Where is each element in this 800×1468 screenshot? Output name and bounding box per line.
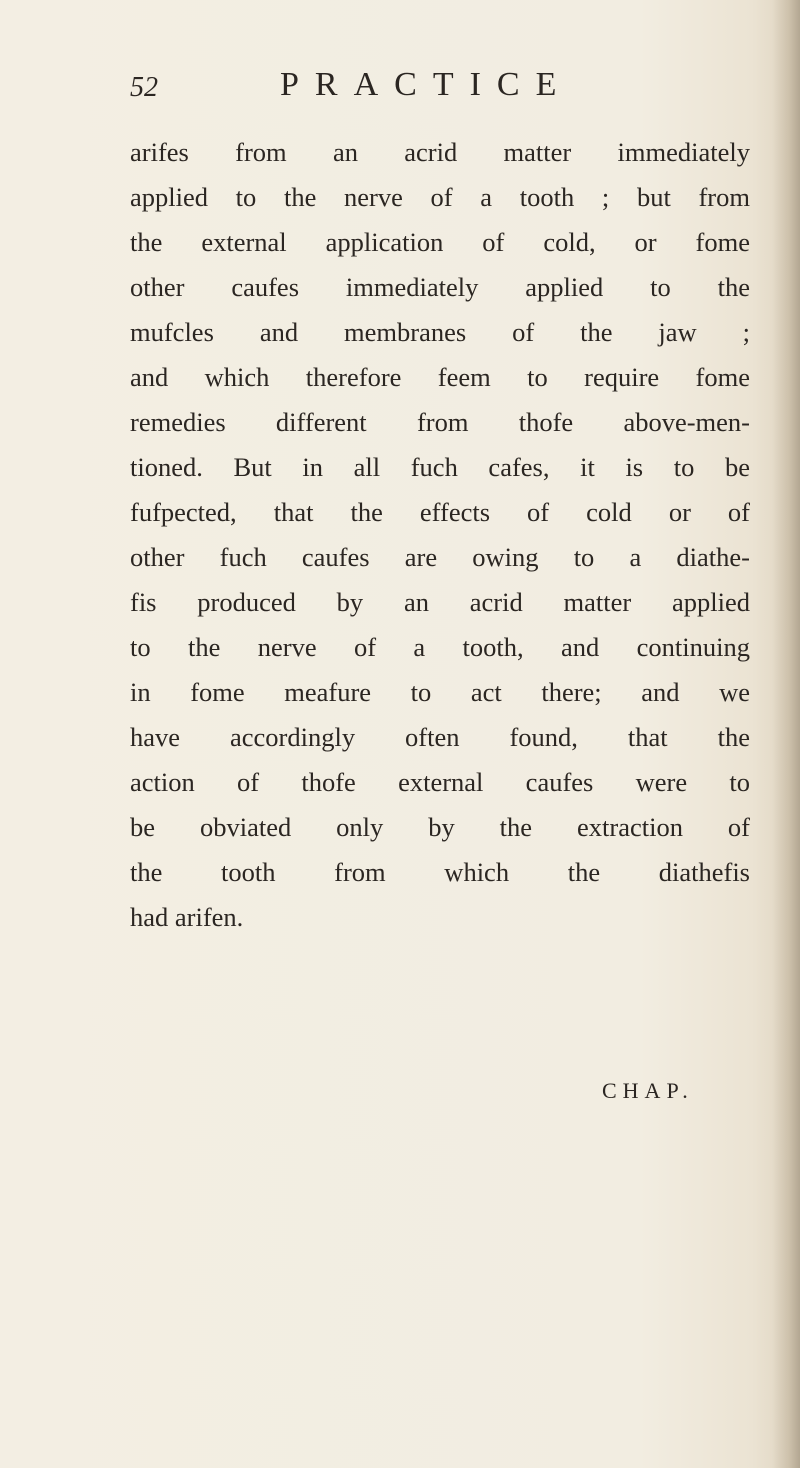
- text-line: other fuch caufes are owing to a diathe-: [130, 542, 750, 572]
- text-line: fis produced by an acrid matter applied: [130, 587, 750, 617]
- text-line: and which therefore feem to require fome: [130, 362, 750, 392]
- text-line: arifes from an acrid matter immediately: [130, 137, 750, 167]
- body-paragraph: [130, 130, 750, 940]
- text-line: fufpected, that the effects of cold or of: [130, 497, 750, 527]
- running-head: PRACTICE: [280, 66, 573, 103]
- page-number: 52: [130, 72, 158, 103]
- text-line: remedies different from thofe above-men-: [130, 407, 750, 437]
- catchword: CHAP.: [602, 1078, 694, 1103]
- text-line: have accordingly often found, that the: [130, 722, 750, 752]
- text-line: tioned. But in all fuch cafes, it is to be: [130, 452, 750, 482]
- text-line: mufcles and membranes of the jaw ;: [130, 317, 750, 347]
- text-line: to the nerve of a tooth, and continuing: [130, 632, 750, 662]
- text-line: applied to the nerve of a tooth ; but from: [130, 182, 750, 212]
- text-line: in fome meafure to act there; and we: [130, 677, 750, 707]
- text-line: the external application of cold, or fome: [130, 227, 750, 257]
- text-line: other caufes immediately applied to the: [130, 272, 750, 302]
- text-line: had arifen.: [130, 902, 244, 932]
- text-line: action of thofe external caufes were to: [130, 767, 750, 797]
- text-line: be obviated only by the extraction of: [130, 812, 750, 842]
- text-line: the tooth from which the diathefis: [130, 857, 750, 887]
- page-header: [130, 66, 650, 116]
- page-edge-shadow: [772, 0, 800, 1468]
